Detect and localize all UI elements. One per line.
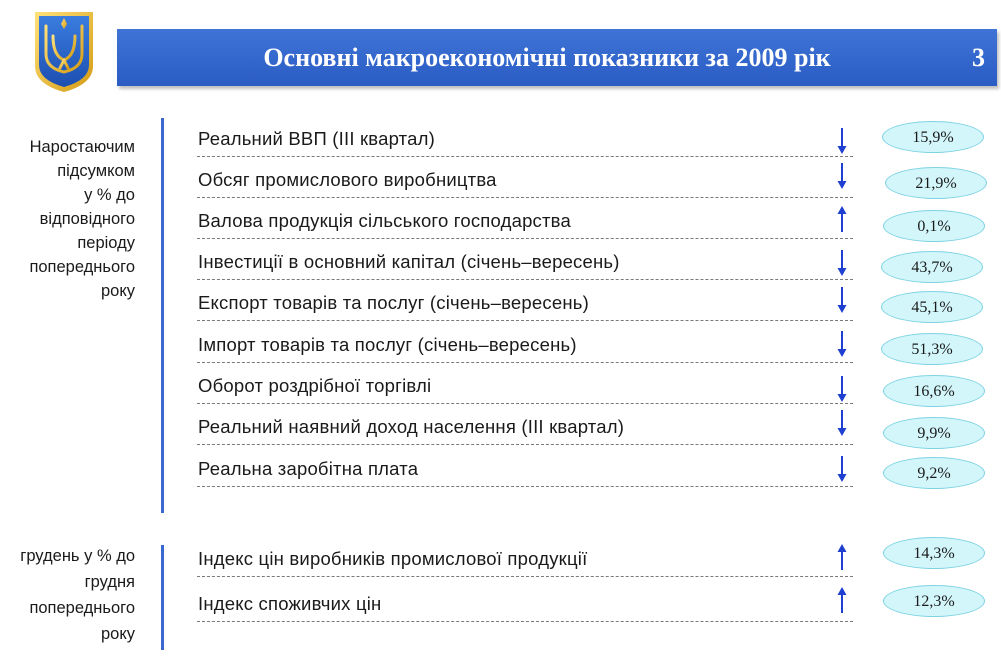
indicator-row [197,198,853,239]
value-badge: 45,1% [881,291,983,323]
trend-arrow-icon [836,410,848,436]
page-number: 3 [972,43,985,72]
indicator-row [197,322,853,363]
label-line: попереднього [29,258,135,276]
label-line: грудня [84,573,135,591]
label-line: у % до [84,186,135,204]
indicator-row [197,446,853,487]
trend-arrow-icon [836,250,848,276]
indicator-label: Індекс цін виробників промислової продукції [198,548,588,569]
indicator-label: Обсяг промислового виробництва [198,169,497,190]
trend-arrow-icon [836,331,848,357]
value-badge: 51,3% [881,333,983,365]
group-2-label [0,543,135,647]
title-bar [117,29,997,86]
trend-arrow-icon [836,128,848,154]
value-badge: 0,1% [883,210,985,242]
trend-arrow-icon [836,544,848,570]
group-1-label [10,135,135,303]
value-badge: 9,9% [883,417,985,449]
value-badge: 14,3% [883,537,985,569]
label-line: періоду [77,234,135,252]
value-badge: 12,3% [883,585,985,617]
indicator-row [197,535,853,577]
label-line: підсумком [57,162,135,180]
indicator-row [197,363,853,404]
indicator-label: Валова продукція сільського господарства [198,210,571,231]
group-1-divider [161,118,164,513]
value-badge: 15,9% [882,121,984,153]
trend-arrow-icon [836,456,848,482]
indicator-row [197,116,853,157]
label-line: року [100,625,135,643]
label-line: року [100,282,135,300]
indicator-row [197,404,853,445]
indicator-label: Реальна заробітна плата [198,458,419,479]
label-line: грудень у % до [20,547,135,565]
indicator-label: Оборот роздрібної торгівлі [198,375,432,396]
indicator-label: Інвестиції в основний капітал (січень–вересень) [198,251,620,272]
group-2-divider [161,545,164,650]
indicator-row [197,157,853,198]
label-line: попереднього [29,599,135,617]
trend-arrow-icon [836,163,848,189]
value-badge: 9,2% [883,457,985,489]
label-line: Наростаючим [29,138,135,156]
indicator-row [197,580,853,622]
indicator-label: Реальний наявний доход населення (ІІІ квартал) [198,416,625,437]
value-badge: 16,6% [883,375,985,407]
value-badge: 43,7% [881,251,983,283]
trend-arrow-icon [836,587,848,613]
indicator-label: Експорт товарів та послуг (січень–вересень) [198,292,589,313]
trend-arrow-icon [836,287,848,313]
value-badge: 21,9% [885,167,987,199]
page-title: Основні макроекономічні показники за 2009 рік [263,43,831,72]
ukraine-trident-icon [33,10,95,94]
indicator-label: Індекс споживчих цін [198,593,382,614]
label-line: відповідного [39,210,135,228]
trend-arrow-icon [836,376,848,402]
indicator-row [197,239,853,280]
trend-arrow-icon [836,206,848,232]
indicator-row [197,280,853,321]
indicator-label: Імпорт товарів та послуг (січень–вересень) [198,334,577,355]
indicator-label: Реальний ВВП (ІІІ квартал) [198,128,435,149]
